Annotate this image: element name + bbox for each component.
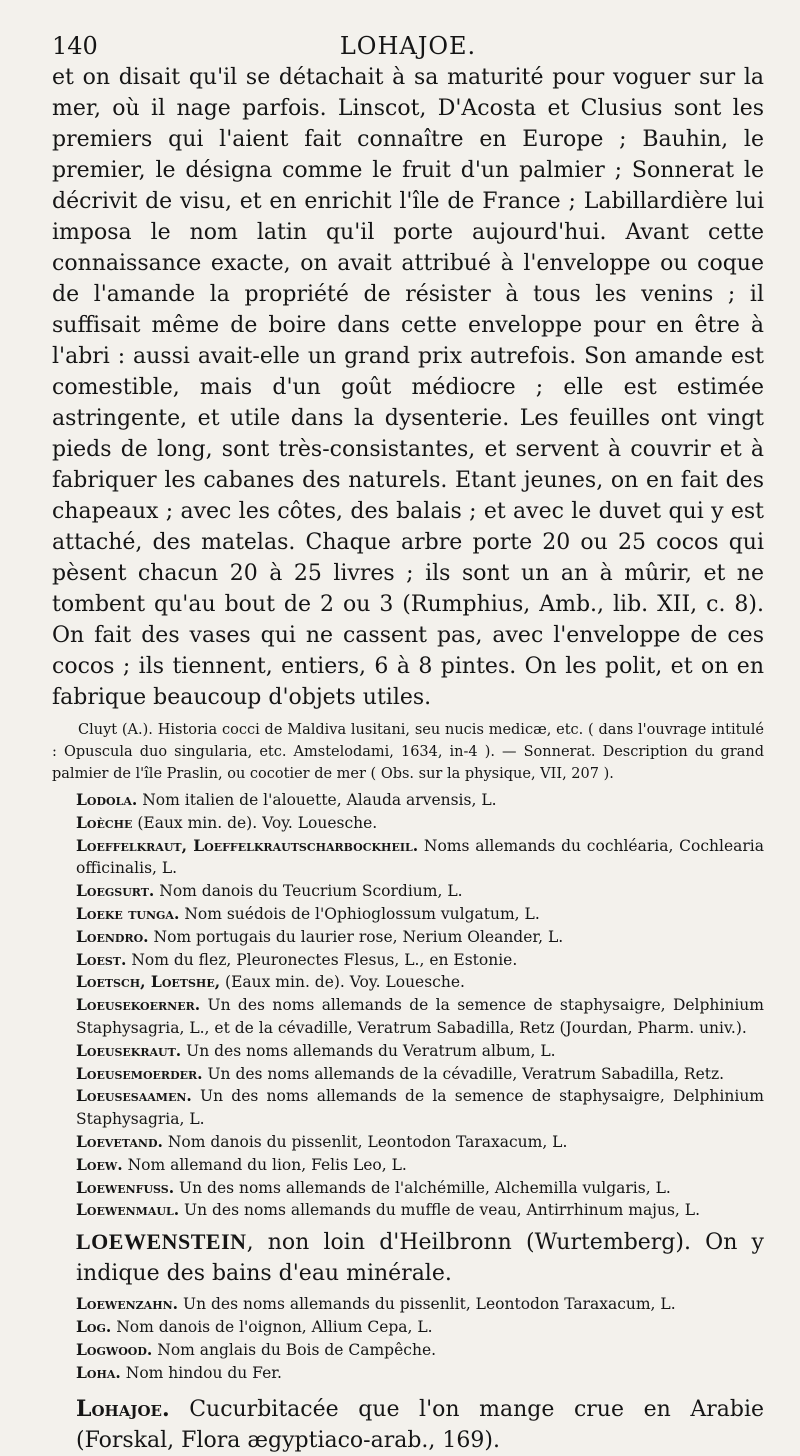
entry-text: Un des noms allemands du muffle de veau, Antirrhinum majus, L. — [184, 1201, 701, 1220]
entry-text: Nom anglais du Bois de Campêche. — [157, 1340, 437, 1359]
bibliographic-references: Cluyt (A.). Historia cocci de Maldiva lusitani, seu nucis medicæ, etc. ( dans l'ouvrage intitulé : Opuscula duo singularia, etc. Amstelodami, 1634, in-4 ). — Sonnerat. Description du grand palmier de l'île Praslin, ou cocotier de mer ( Obs. sur la physique, VII, 207 ). — [52, 722, 764, 782]
entry-text: Nom danois du Teucrium Scordium, L. — [159, 882, 463, 901]
entry-text: Un des noms allemands de la semence de staphysaigre, Delphinium Staphysagria, L., et de la cévadille, Veratrum Sabadilla, Retz (Jourdan, Pharm. univ.). — [76, 996, 764, 1037]
entry-text: Nom suédois de l'Ophioglossum vulgatum, L. — [184, 904, 540, 923]
dictionary-entry — [52, 926, 764, 949]
entry-headword: LOEWENSTEIN — [76, 1229, 247, 1255]
entry-headword: Loegsurt. — [76, 881, 155, 901]
entry-text: Cucurbitacée que l'on mange crue en Arabie (Forskal, Flora ægyptiaco-arab., 169). — [76, 1397, 764, 1454]
entry-headword: Loendro. — [76, 926, 149, 946]
dictionary-entry — [52, 880, 764, 903]
entry-text: Nom danois de l'oignon, Allium Cepa, L. — [116, 1317, 433, 1336]
entry-headword: Loew. — [76, 1154, 123, 1174]
body-paragraph: et on disait qu'il se détachait à sa maturité pour voguer sur la mer, où il nage parfois. Linscot, D'Acosta et Clusius sont les premiers qui l'aient fait connaître en Europe ; Bauhin, le premier, le désigna comme le fruit d'un palmier ; Sonnerat le décrivit de visu, et en enrichit l'île de France ; Labillardière lui imposa le nom latin qu'il porte aujourd'hui. Avant cette connaissance exacte, on avait attribué à l'enveloppe ou coque de l'amande la propriété de résister à tous les venins ; il suffisait même de boire dans cette enveloppe pour en être à l'abri : aussi avait-elle un grand prix autrefois. Son amande est comestible, mais d'un goût médiocre ; elle est estimée astringente, et utile dans la dysenterie. Les feuilles ont vingt pieds de long, sont très-consistantes, et servent à couvrir et à fabriquer les cabanes des naturels. Etant jeunes, on en fait des chapeaux ; avec les côtes, des balais ; et avec le duvet qui y est attaché, des matelas. Chaque arbre porte 20 ou 25 cocos qui pèsent chacun 20 à 25 livres ; ils sont un an à mûrir, et ne tombent qu'au bout de 2 ou 3 (Rumphius, Amb., lib. XII, c. 8). On fait des vases qui ne cassent pas, avec l'enveloppe de ces cocos ; ils tiennent, entiers, 6 à 8 pintes. On les polit, et on en fabrique beaucoup d'objets utiles. — [52, 65, 764, 710]
entry-headword: Loeusesaamen. — [76, 1086, 192, 1106]
entry-text: Un des noms allemands de la cévadille, Veratrum Sabadilla, Retz. — [207, 1064, 725, 1083]
dictionary-entry — [52, 949, 764, 972]
entry-headword: Loetsch, Loetshe, — [76, 972, 221, 992]
entry-text: Noms allemands du cochléaria, Cochlearia officinalis, L. — [76, 836, 764, 878]
running-head — [52, 28, 764, 62]
dictionary-entry — [52, 1063, 764, 1086]
dictionary-entry — [52, 903, 764, 926]
entry-text: Un des noms allemands de la semence de staphysaigre, Delphinium Staphysagria, L. — [76, 1087, 764, 1129]
dictionary-entry — [52, 1199, 764, 1222]
entry-headword: Loeffelkraut, Loeffelkrautscharbockheil. — [76, 835, 419, 855]
entry-text: Nom danois du pissenlit, Leontodon Taraxacum, L. — [167, 1132, 568, 1151]
entry-headword: Loeusekraut. — [76, 1040, 182, 1060]
dictionary-entry — [52, 1131, 764, 1154]
entry-headword: Loewenfuss. — [76, 1177, 175, 1197]
entry-headword: Loeusekoerner. — [76, 995, 201, 1015]
entry-headword: Loeke tunga. — [76, 903, 180, 923]
dictionary-entry — [52, 835, 764, 881]
body-text — [52, 62, 764, 713]
entry-headword: Loha. — [76, 1362, 121, 1382]
dictionary-entry — [52, 812, 764, 835]
entry-text: Un des noms allemands de l'alchémille, Alchemilla vulgaris, L. — [179, 1178, 671, 1197]
entry-headword: Lohajoe. — [76, 1396, 170, 1423]
dictionary-entry — [52, 971, 764, 994]
dictionary-entries-2 — [52, 1293, 764, 1384]
dictionary-entry — [52, 1040, 764, 1063]
dictionary-entry — [52, 994, 764, 1040]
entry-text: (Eaux min. de). Voy. Louesche. — [137, 813, 378, 832]
entry-text: Nom hindou du Fer. — [125, 1363, 282, 1382]
entry-headword: Lodola. — [76, 790, 138, 809]
entry-headword: Loevetand. — [76, 1131, 163, 1151]
loewenstein-entry — [52, 1226, 764, 1289]
entry-headword: Loewenzahn. — [76, 1294, 179, 1314]
lohajoe-entry — [52, 1394, 764, 1456]
entry-headword: Loèche — [76, 812, 133, 832]
entry-text: Nom du flez, Pleuronectes Flesus, L., en Estonie. — [131, 950, 518, 969]
page-number: 140 — [52, 32, 98, 60]
dictionary-entry — [52, 1177, 764, 1200]
entry-text: Un des noms allemands du Veratrum album, L. — [186, 1041, 556, 1060]
entry-text: (Eaux min. de). Voy. Louesche. — [225, 973, 465, 992]
entry-headword: Log. — [76, 1316, 112, 1336]
header-title: LOHAJOE. — [339, 32, 477, 60]
dictionary-entry — [52, 1362, 764, 1385]
dictionary-entry — [52, 1085, 764, 1131]
entry-headword: Loewenmaul. — [76, 1200, 180, 1220]
dictionary-entry — [52, 1316, 764, 1339]
dictionary-entry — [52, 1339, 764, 1362]
entry-headword: Logwood. — [76, 1339, 153, 1359]
dictionary-entry — [52, 1154, 764, 1177]
entry-text: Nom portugais du laurier rose, Nerium Oleander, L. — [153, 927, 564, 946]
entry-text: Nom allemand du lion, Felis Leo, L. — [127, 1155, 407, 1174]
entry-text: , non loin d'Heilbronn (Wurtemberg). On y indique des bains d'eau minérale. — [76, 1230, 764, 1287]
entry-text: Un des noms allemands du pissenlit, Leontodon Taraxacum, L. — [183, 1295, 676, 1314]
entry-headword: Loeusemoerder. — [76, 1063, 203, 1083]
dictionary-entry — [52, 789, 764, 812]
entry-text: Nom italien de l'alouette, Alauda arvensis, L. — [142, 791, 497, 809]
entry-headword: Loest. — [76, 949, 127, 969]
dictionary-entries — [52, 789, 764, 1222]
dictionary-entry — [52, 1293, 764, 1316]
